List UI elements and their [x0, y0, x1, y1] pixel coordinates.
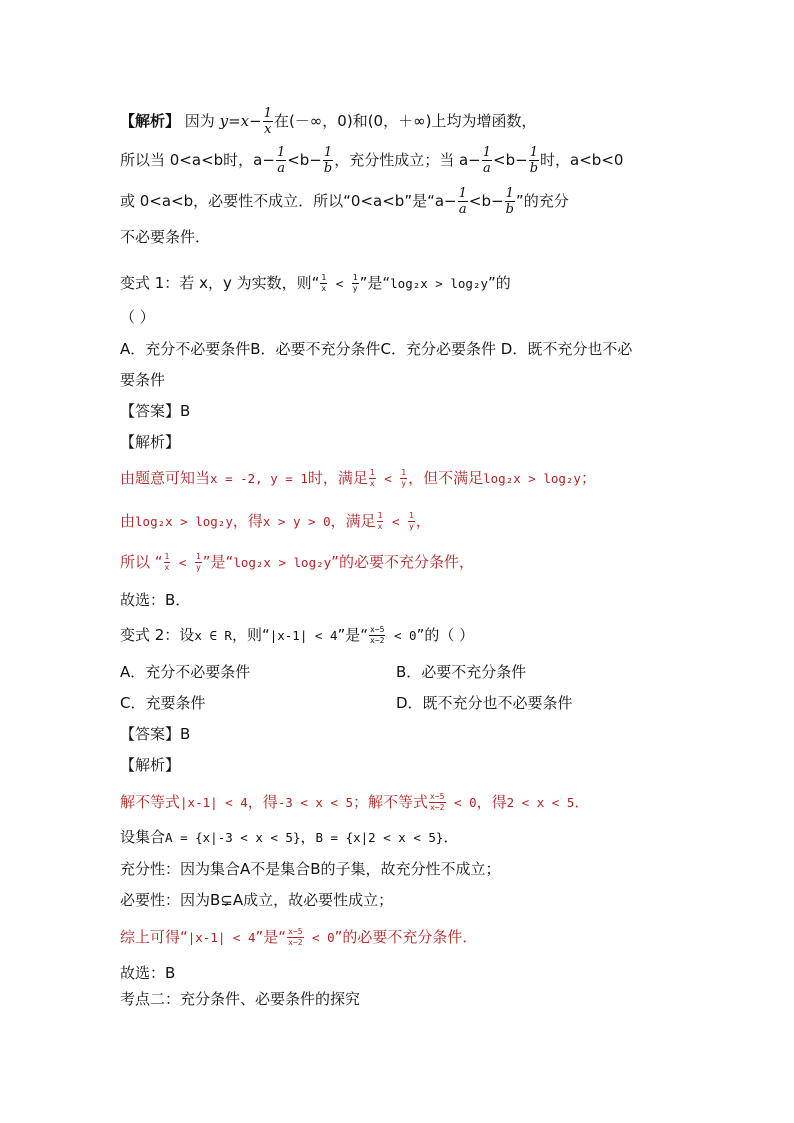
variant1-conclusion: 故选：B．	[120, 591, 191, 609]
math: |x-1| < 4	[187, 930, 256, 945]
numerator: x−5	[430, 792, 445, 801]
text: ”是“	[337, 626, 369, 644]
math: < 0	[386, 628, 417, 643]
fraction	[195, 553, 202, 572]
text: ，得	[476, 793, 507, 811]
option-a: A．充分不必要条件	[120, 663, 251, 681]
variant1-options-line2: 要条件	[120, 371, 166, 389]
denominator: x−2	[370, 636, 385, 645]
numerator: x−5	[288, 927, 303, 936]
text: ”是“	[255, 928, 287, 946]
denominator: a	[458, 202, 467, 217]
numerator: 1	[352, 273, 358, 282]
denominator: y	[401, 479, 407, 488]
text: 时，a<b<0	[540, 151, 624, 169]
variant1-question	[120, 272, 694, 295]
variant2-solution-5	[120, 926, 694, 949]
math: log₂x > log₂y	[390, 276, 488, 291]
text: ”的（ ）	[416, 626, 475, 644]
variant1-answer-paren: （ ）	[120, 308, 155, 326]
fraction	[377, 512, 384, 531]
variant2-question	[120, 624, 694, 647]
denominator: x	[369, 479, 375, 488]
numerator: 1	[401, 468, 407, 477]
text: 所以当 0<a<b时，a−	[120, 151, 275, 169]
denominator: b	[505, 202, 514, 217]
analysis-line-2	[120, 146, 694, 175]
numerator: x−5	[370, 625, 385, 634]
numerator: 1	[323, 145, 333, 160]
text: 因为	[184, 112, 215, 130]
text: ，得	[247, 793, 278, 811]
text: 综上可得“	[120, 928, 188, 946]
text: ，则“	[231, 626, 270, 644]
fraction	[408, 512, 415, 531]
fraction	[276, 146, 286, 175]
text: ，得	[232, 512, 263, 530]
denominator: a	[277, 161, 285, 176]
variant1-options-line1: A．充分不必要条件B．必要不充分条件C．充分必要条件 D．既不充分也不必	[120, 340, 633, 358]
text: ”的必要不充分条件．	[334, 928, 478, 946]
variant2-options-row1	[120, 661, 694, 683]
math: x > y > 0	[262, 514, 331, 529]
denominator: x−2	[430, 803, 445, 812]
math: log₂x > log₂y	[483, 471, 581, 486]
text: ；	[580, 469, 596, 487]
fraction	[505, 187, 515, 216]
text: <b−	[468, 192, 504, 210]
denominator: y	[352, 284, 358, 293]
text: ，但不满足	[408, 469, 484, 487]
text: ”是“	[359, 274, 391, 292]
denominator: a	[483, 161, 491, 176]
text: 变式 1：若 x，y 为实数，则“	[120, 274, 320, 292]
fraction	[352, 274, 359, 293]
analysis-label: 【解析】	[120, 112, 181, 130]
math: x ∈ R	[194, 628, 232, 643]
formula: y=x−	[219, 112, 262, 130]
math: < 0	[304, 930, 335, 945]
variant1-answer: 【答案】B	[120, 402, 191, 420]
math: x = -2, y = 1	[210, 471, 308, 486]
fraction	[529, 146, 539, 175]
text: ”的	[488, 274, 511, 292]
numerator: 1	[529, 145, 538, 160]
option-d: D．既不充分也不必要条件	[396, 694, 573, 712]
section-heading-topic2: 考点二：充分条件、必要条件的探究	[120, 990, 361, 1008]
text: 设集合	[120, 828, 166, 846]
text: ”的充分	[515, 192, 569, 210]
numerator: 1	[458, 186, 467, 201]
numerator: 1	[505, 186, 514, 201]
denominator: b	[529, 161, 539, 176]
math: <	[171, 555, 194, 570]
denominator: x	[377, 522, 383, 531]
numerator: 1	[263, 106, 272, 121]
math: <	[328, 276, 351, 291]
option-c: C．充要条件	[120, 694, 206, 712]
text: ．	[574, 793, 590, 811]
variant2-options-row2	[120, 692, 694, 714]
numerator: 1	[377, 511, 383, 520]
denominator: x−2	[288, 938, 303, 947]
text: ，充分性成立；当 a−	[334, 151, 481, 169]
variant2-solution-2	[120, 826, 694, 849]
numerator: 1	[164, 552, 170, 561]
variant1-analysis-label: 【解析】	[120, 433, 181, 451]
math: log₂x > log₂y	[135, 514, 233, 529]
math: -3 < x < 5	[277, 795, 354, 810]
math: A = {x|-3 < x < 5}	[165, 830, 301, 845]
fraction	[369, 469, 376, 488]
math: 2 < x < 5	[506, 795, 575, 810]
text: ”是“	[202, 553, 234, 571]
text: 变式 2：设	[120, 626, 195, 644]
analysis-line-4: 不必要条件．	[120, 228, 211, 246]
fraction	[429, 793, 445, 812]
fraction	[323, 146, 333, 175]
analysis-line-1	[120, 107, 694, 136]
numerator: 1	[409, 511, 414, 520]
variant2-solution-4: 必要性：因为B⊊A成立，故必要性成立；	[120, 891, 394, 909]
denominator: x	[264, 122, 272, 137]
variant1-solution-1	[120, 467, 694, 490]
fraction	[369, 626, 385, 645]
math: <	[384, 514, 408, 529]
text: ．	[443, 828, 459, 846]
denominator: x	[321, 284, 327, 293]
variant1-solution-3	[120, 551, 694, 574]
denominator: y	[195, 563, 201, 572]
fraction	[400, 469, 407, 488]
variant2-solution-3: 充分性：因为集合A不是集合B的子集，故充分性不成立；	[120, 860, 501, 878]
text: 由	[120, 512, 136, 530]
math: |x-1| < 4	[269, 628, 338, 643]
denominator: y	[409, 522, 414, 531]
numerator: 1	[482, 145, 492, 160]
variant2-answer: 【答案】B	[120, 725, 191, 743]
math: log₂x > log₂y	[233, 555, 332, 570]
variant2-solution-1	[120, 791, 694, 814]
text: <b−	[287, 151, 322, 169]
denominator: b	[323, 161, 333, 176]
text: 在(－∞，0)和(0，＋∞)上均为增函数，	[273, 112, 537, 130]
text: 或 0<a<b，必要性不成立．所以“0<a<b”是“a−	[120, 192, 457, 210]
text: ，满足	[330, 512, 376, 530]
analysis-line-3	[120, 187, 694, 216]
numerator: 1	[276, 145, 286, 160]
text: 由题意可知当	[120, 469, 211, 487]
variant2-conclusion: 故选：B	[120, 964, 176, 982]
fraction	[458, 187, 468, 216]
math: |x-1| < 4	[180, 795, 248, 810]
variant2-analysis-label: 【解析】	[120, 756, 181, 774]
variant1-solution-2	[120, 510, 694, 533]
text: 解不等式	[120, 793, 181, 811]
math: <	[376, 471, 400, 486]
numerator: 1	[321, 273, 327, 282]
math: B = {x|2 < x < 5}	[315, 830, 444, 845]
numerator: 1	[369, 468, 375, 477]
denominator: x	[164, 563, 170, 572]
text: ”的必要不充分条件，	[331, 553, 474, 571]
fraction	[164, 553, 171, 572]
fraction	[320, 274, 327, 293]
text: ，	[415, 512, 431, 530]
text: ；解不等式	[353, 793, 429, 811]
text: 时，满足	[307, 469, 368, 487]
text: <b−	[493, 151, 528, 169]
text: 所以 “	[120, 553, 163, 571]
fraction	[287, 928, 303, 947]
math: < 0	[446, 795, 477, 810]
numerator: 1	[195, 552, 201, 561]
option-b: B．必要不充分条件	[396, 663, 527, 681]
fraction	[482, 146, 492, 175]
fraction	[263, 107, 273, 136]
text: ，	[300, 828, 316, 846]
